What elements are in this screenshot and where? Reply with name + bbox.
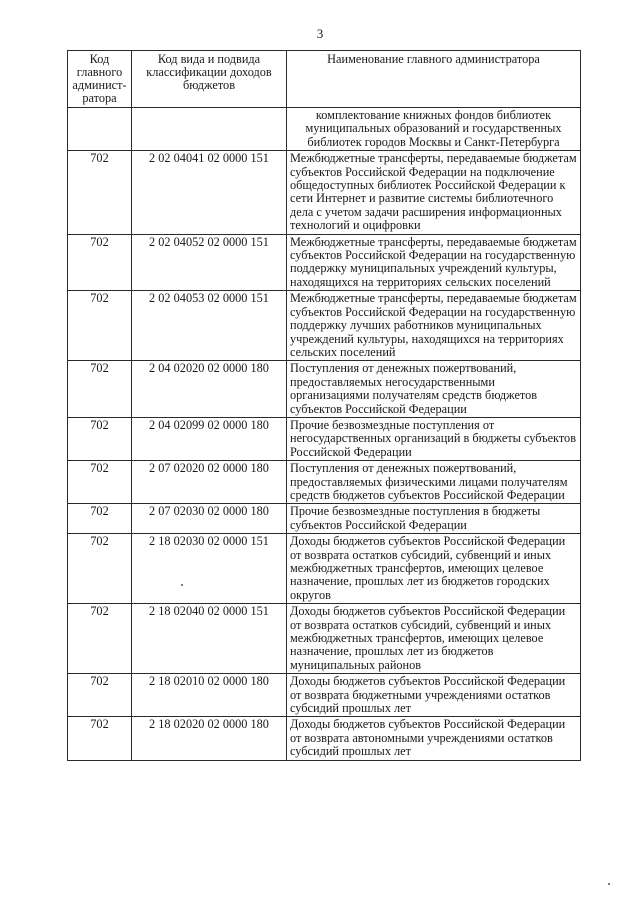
header-admin-name: Наименование главного администратора [287,51,581,108]
table-row-continued [68,108,581,151]
table-row [68,717,581,760]
admin-code-cell [68,108,132,151]
admin-name-cell: Межбюджетные трансферты, передаваемые бюджетам субъектов Российской Федерации на государственную поддержку муниципальных учреждений культуры, находящихся на территориях сельских поселений [287,234,581,291]
revenue-code-cell: 2 18 02040 02 0000 151 [132,604,287,674]
admin-name-cell: Поступления от денежных пожертвований, предоставляемых физическими лицами получателям средств бюджетов субъектов Российской Федерации [287,461,581,504]
table-row [68,234,581,291]
table-header-row [68,51,581,108]
table-row [68,361,581,418]
admin-name-cell: Доходы бюджетов субъектов Российской Федерации от возврата остатков субсидий, субвенций и иных межбюджетных трансфертов, имеющих целевое назначение, прошлых лет из бюджетов муниципальных районов [287,604,581,674]
admin-name-cell: Межбюджетные трансферты, передаваемые бюджетам субъектов Российской Федерации на государственную поддержку лучших работников муниципальных учреждений культуры, находящихся на территориях сельских поселений [287,291,581,361]
table-row [68,461,581,504]
revenue-code-cell: 2 02 04052 02 0000 151 [132,234,287,291]
admin-code-cell: 702 [68,291,132,361]
revenue-code-cell: 2 07 02030 02 0000 180 [132,504,287,534]
admin-name-cell: Поступления от денежных пожертвований, предоставляемых негосударственными организациями получателям средств бюджетов субъектов Российской Федерации [287,361,581,418]
admin-code-cell: 702 [68,534,132,604]
table-row [68,504,581,534]
scan-speck [608,883,610,885]
header-admin-code: Код главного админист-ратора [68,51,132,108]
admin-code-cell: 702 [68,361,132,418]
revenue-code-cell: 2 18 02010 02 0000 180 [132,674,287,717]
admin-code-cell: 702 [68,717,132,760]
admin-name-cell: Доходы бюджетов субъектов Российской Федерации от возврата остатков субсидий, субвенций и иных межбюджетных трансфертов, имеющих целевое назначение, прошлых лет из бюджетов городских округов [287,534,581,604]
revenue-code-cell: 2 18 02020 02 0000 180 [132,717,287,760]
revenue-code-cell [132,108,287,151]
admin-code-cell: 702 [68,604,132,674]
table-row [68,534,581,604]
admin-code-cell: 702 [68,151,132,234]
admin-code-cell: 702 [68,461,132,504]
admin-code-cell: 702 [68,417,132,460]
admin-name-cell: Доходы бюджетов субъектов Российской Федерации от возврата автономными учреждениями остатков субсидий прошлых лет [287,717,581,760]
table-row [68,417,581,460]
admin-name-cell: Прочие безвозмездные поступления в бюджеты субъектов Российской Федерации [287,504,581,534]
table-row [68,604,581,674]
revenue-code-cell: 2 04 02099 02 0000 180 [132,417,287,460]
revenue-administrators-table [67,50,581,761]
revenue-code-cell: 2 18 02030 02 0000 151 [132,534,287,604]
admin-name-cell: Межбюджетные трансферты, передаваемые бюджетам субъектов Российской Федерации на подключение общедоступных библиотек Российской Федерации к сети Интернет и развитие системы библиотечного дела с учетом задачи расширения информационных технологий и оцифровки [287,151,581,234]
admin-code-cell: 702 [68,504,132,534]
table-row [68,291,581,361]
revenue-code-cell: 2 02 04041 02 0000 151 [132,151,287,234]
table-row [68,151,581,234]
revenue-code-cell: 2 04 02020 02 0000 180 [132,361,287,418]
scan-speck [181,584,183,586]
admin-name-cell: Доходы бюджетов субъектов Российской Федерации от возврата бюджетными учреждениями остатков субсидий прошлых лет [287,674,581,717]
admin-name-cell: комплектование книжных фондов библиотек муниципальных образований и государственных библиотек городов Москвы и Санкт-Петербурга [287,108,581,151]
admin-name-cell: Прочие безвозмездные поступления от негосударственных организаций в бюджеты субъектов Российской Федерации [287,417,581,460]
admin-code-cell: 702 [68,674,132,717]
table-row [68,674,581,717]
page-number: 3 [316,26,324,41]
admin-code-cell: 702 [68,234,132,291]
header-revenue-code: Код вида и подвида классификации доходов бюджетов [132,51,287,108]
revenue-code-cell: 2 07 02020 02 0000 180 [132,461,287,504]
revenue-code-cell: 2 02 04053 02 0000 151 [132,291,287,361]
